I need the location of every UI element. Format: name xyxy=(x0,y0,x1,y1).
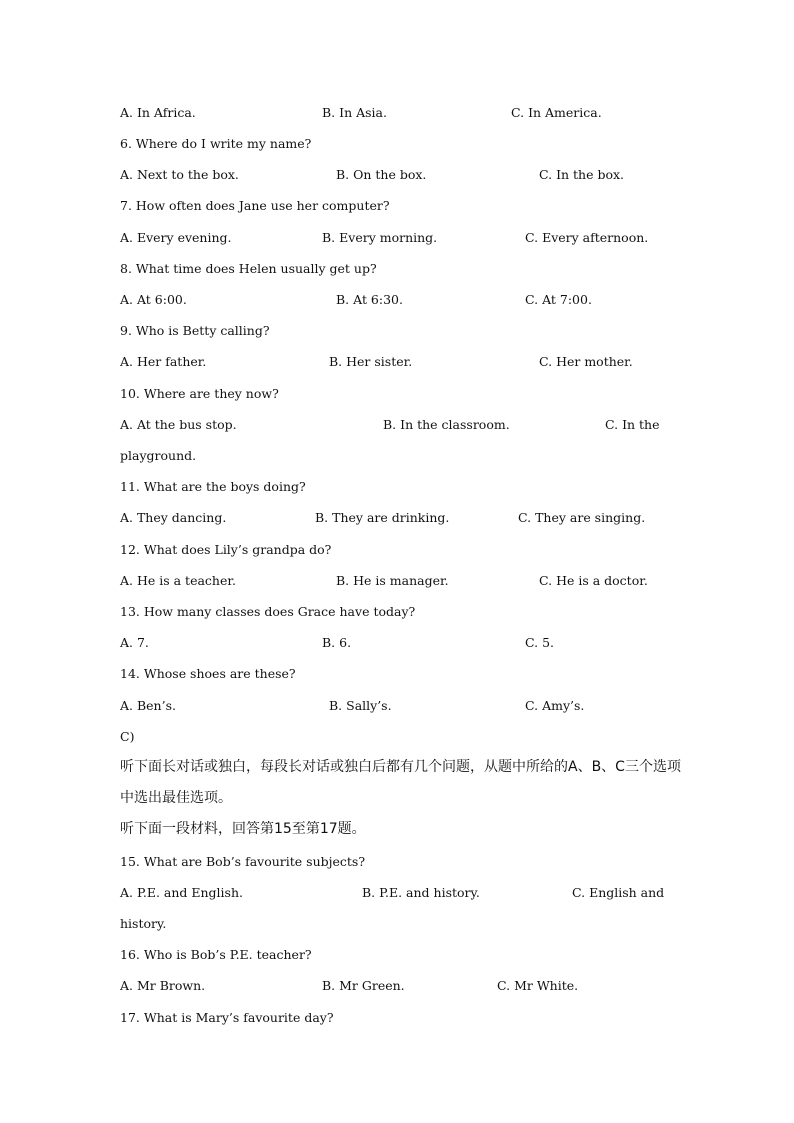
q12-option-a: A. He is a teacher. xyxy=(120,573,236,588)
q10-option-c: C. In the xyxy=(605,417,660,432)
section-c-instruction-line1: 听下面长对话或独白，每段长对话或独白后都有几个问题，从题中所给的A、B、C三个选项 xyxy=(120,759,681,775)
q8-option-c: C. At 7:00. xyxy=(525,292,592,307)
q15-continuation: history. xyxy=(120,916,167,931)
q5-option-c: C. In America. xyxy=(511,105,602,120)
q12-question: 12. What does Lily’s grandpa do? xyxy=(120,542,332,557)
q6-option-a: A. Next to the box. xyxy=(120,167,239,182)
q7-option-b: B. Every morning. xyxy=(322,230,438,245)
q11-option-c: C. They are singing. xyxy=(518,510,646,525)
q8-option-a: A. At 6:00. xyxy=(120,292,187,307)
q16-option-b: B. Mr Green. xyxy=(322,978,405,993)
q14-question: 14. Whose shoes are these? xyxy=(120,666,296,681)
q11-option-b: B. They are drinking. xyxy=(315,510,450,525)
q9-option-b: B. Her sister. xyxy=(329,354,413,369)
q9-option-c: C. Her mother. xyxy=(539,354,633,369)
q11-question: 11. What are the boys doing? xyxy=(120,479,306,494)
q17-question: 17. What is Mary’s favourite day? xyxy=(120,1010,334,1025)
q14-option-a: A. Ben’s. xyxy=(120,698,176,713)
q6-question: 6. Where do I write my name? xyxy=(120,136,312,151)
section-c-label: C) xyxy=(120,729,135,744)
q9-question: 9. Who is Betty calling? xyxy=(120,323,270,338)
q12-option-b: B. He is manager. xyxy=(336,573,449,588)
q10-continuation: playground. xyxy=(120,448,197,463)
section-c-sub-instruction: 听下面一段材料，回答第15至第17题。 xyxy=(120,821,366,837)
q11-option-a: A. They dancing. xyxy=(120,510,227,525)
q13-option-b: B. 6. xyxy=(322,635,352,650)
q14-option-b: B. Sally’s. xyxy=(329,698,392,713)
q13-option-c: C. 5. xyxy=(525,635,554,650)
q5-option-b: B. In Asia. xyxy=(322,105,387,120)
q16-option-a: A. Mr Brown. xyxy=(120,978,206,993)
q15-option-a: A. P.E. and English. xyxy=(120,885,243,900)
q13-option-a: A. 7. xyxy=(120,635,149,650)
q15-question: 15. What are Bob’s favourite subjects? xyxy=(120,854,366,869)
q12-option-c: C. He is a doctor. xyxy=(539,573,648,588)
q7-option-c: C. Every afternoon. xyxy=(525,230,649,245)
q8-question: 8. What time does Helen usually get up? xyxy=(120,261,377,276)
q10-question: 10. Where are they now? xyxy=(120,386,279,401)
section-c-instruction-line2: 中选出最佳选项。 xyxy=(120,790,232,806)
q8-option-b: B. At 6:30. xyxy=(336,292,403,307)
q6-option-c: C. In the box. xyxy=(539,167,625,182)
q10-option-a: A. At the bus stop. xyxy=(120,417,237,432)
q16-question: 16. Who is Bob’s P.E. teacher? xyxy=(120,947,312,962)
q14-option-c: C. Amy’s. xyxy=(525,698,585,713)
q5-option-a: A. In Africa. xyxy=(120,105,196,120)
q10-option-b: B. In the classroom. xyxy=(383,417,510,432)
q15-option-b: B. P.E. and history. xyxy=(362,885,480,900)
q13-question: 13. How many classes does Grace have today? xyxy=(120,604,416,619)
q16-option-c: C. Mr White. xyxy=(497,978,579,993)
q9-option-a: A. Her father. xyxy=(120,354,207,369)
q15-option-c: C. English and xyxy=(572,885,665,900)
q7-option-a: A. Every evening. xyxy=(120,230,232,245)
q7-question: 7. How often does Jane use her computer? xyxy=(120,198,390,213)
q6-option-b: B. On the box. xyxy=(336,167,427,182)
